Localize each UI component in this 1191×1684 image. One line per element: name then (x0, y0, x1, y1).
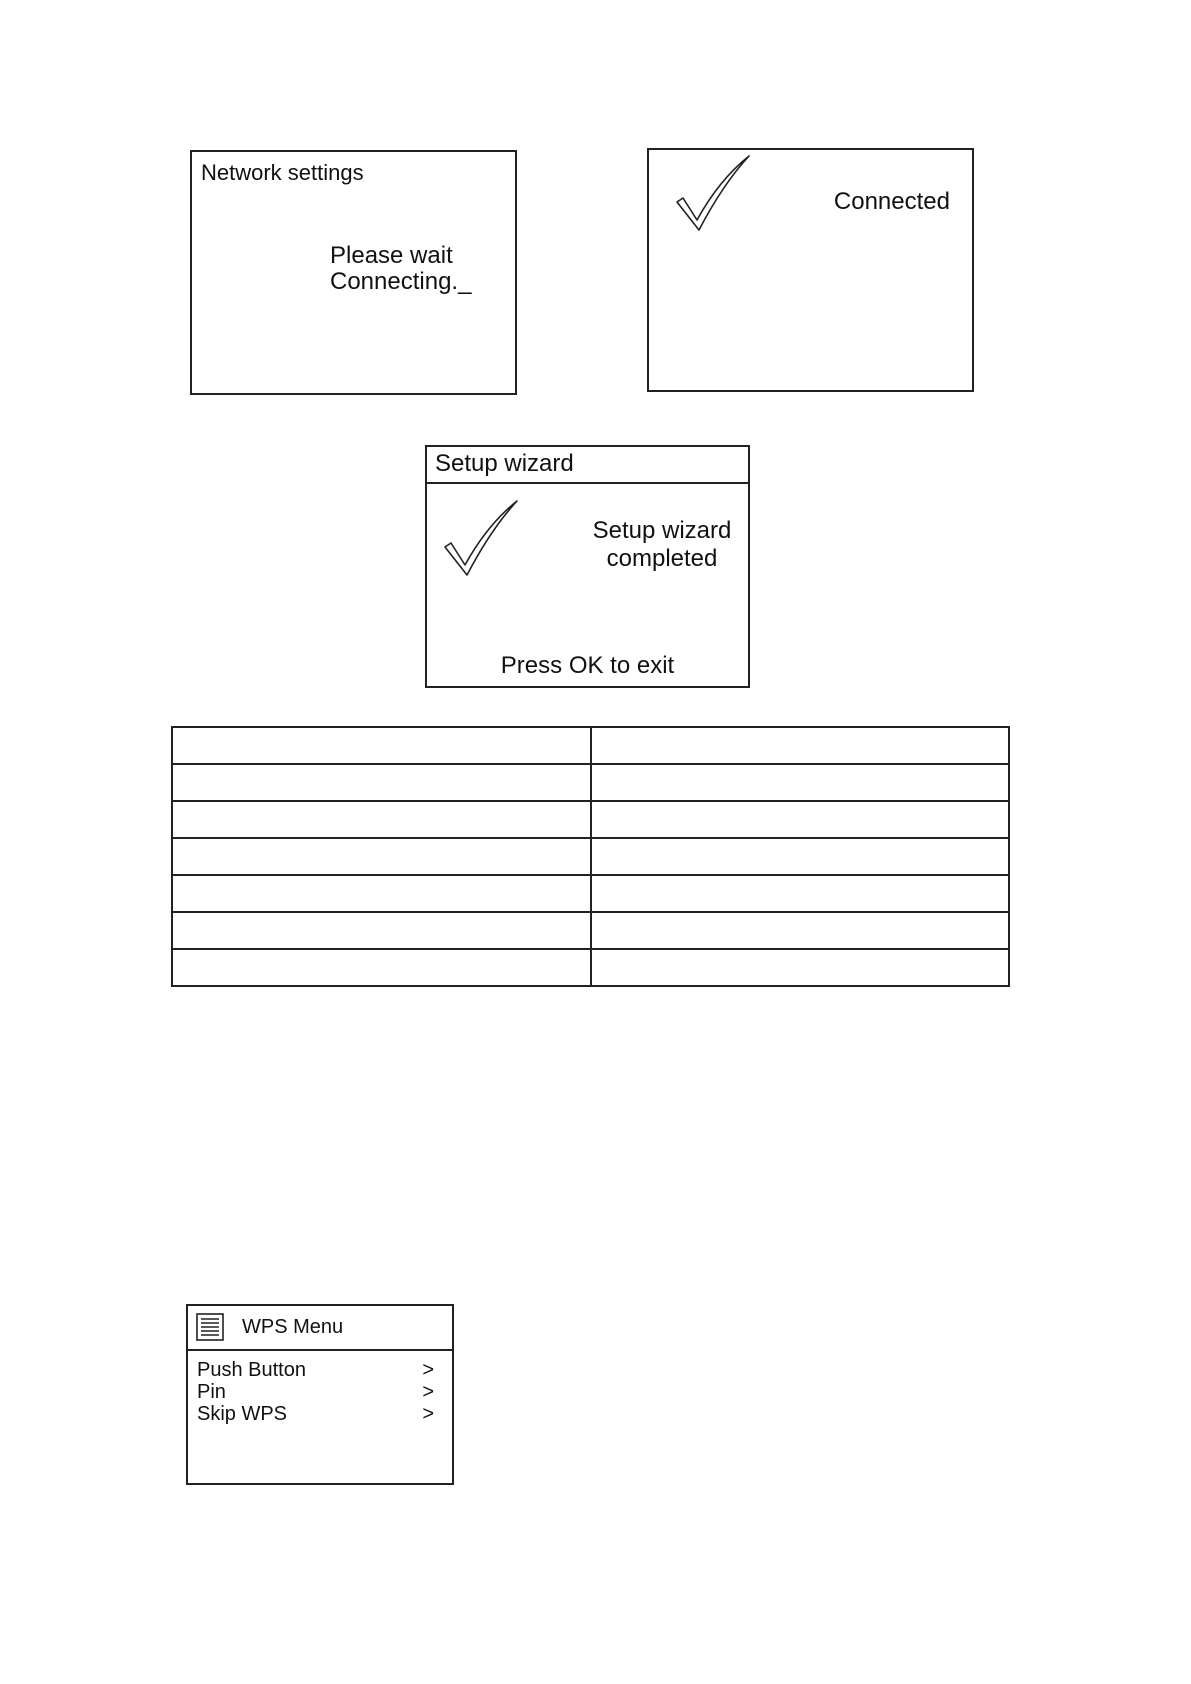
table-row (172, 727, 1009, 764)
menu-list (197, 1359, 434, 1425)
table-cell (172, 875, 591, 912)
empty-table (171, 726, 1010, 987)
table-row (172, 764, 1009, 801)
menu-item-label: Skip WPS (197, 1403, 288, 1425)
checkmark-icon (675, 154, 751, 234)
screen-title: Network settings (201, 160, 364, 185)
table-cell (591, 875, 1010, 912)
table-row (172, 875, 1009, 912)
completion-message (587, 517, 737, 573)
table-row (172, 801, 1009, 838)
status-line-connecting: Connecting._ (330, 268, 472, 295)
table-cell (172, 949, 591, 986)
table-cell (591, 912, 1010, 949)
completion-line-2: completed (606, 545, 718, 572)
exit-instruction: Press OK to exit (500, 652, 675, 679)
setup-wizard-screen (425, 445, 750, 688)
table-cell (591, 949, 1010, 986)
connected-screen (647, 148, 974, 392)
table-cell (172, 801, 591, 838)
table-cell (172, 727, 591, 764)
wps-menu-screen (186, 1304, 454, 1485)
menu-item-pin[interactable] (197, 1381, 434, 1403)
status-line-wait: Please wait (330, 242, 453, 269)
menu-item-push-button[interactable] (197, 1359, 434, 1381)
table-row (172, 912, 1009, 949)
menu-item-label: Push Button (197, 1359, 306, 1381)
table-cell (172, 838, 591, 875)
table-cell (172, 912, 591, 949)
menu-header (188, 1306, 452, 1351)
table-cell (591, 801, 1010, 838)
menu-item-label: Pin (197, 1381, 226, 1403)
table-cell (591, 838, 1010, 875)
table-row (172, 838, 1009, 875)
screen-title: Setup wizard (435, 450, 574, 477)
menu-list-icon (196, 1313, 224, 1341)
table-cell (591, 727, 1010, 764)
table-cell (172, 764, 591, 801)
table-cell (591, 764, 1010, 801)
completion-line-1: Setup wizard (592, 517, 732, 544)
chevron-right-icon: > (422, 1403, 434, 1425)
menu-title: WPS Menu (242, 1316, 344, 1338)
table-row (172, 949, 1009, 986)
connected-message: Connected (833, 188, 950, 215)
chevron-right-icon: > (422, 1381, 434, 1403)
chevron-right-icon: > (422, 1359, 434, 1381)
menu-item-skip-wps[interactable] (197, 1403, 434, 1425)
network-settings-screen (190, 150, 517, 395)
title-bar (427, 447, 748, 484)
checkmark-icon (443, 499, 519, 579)
